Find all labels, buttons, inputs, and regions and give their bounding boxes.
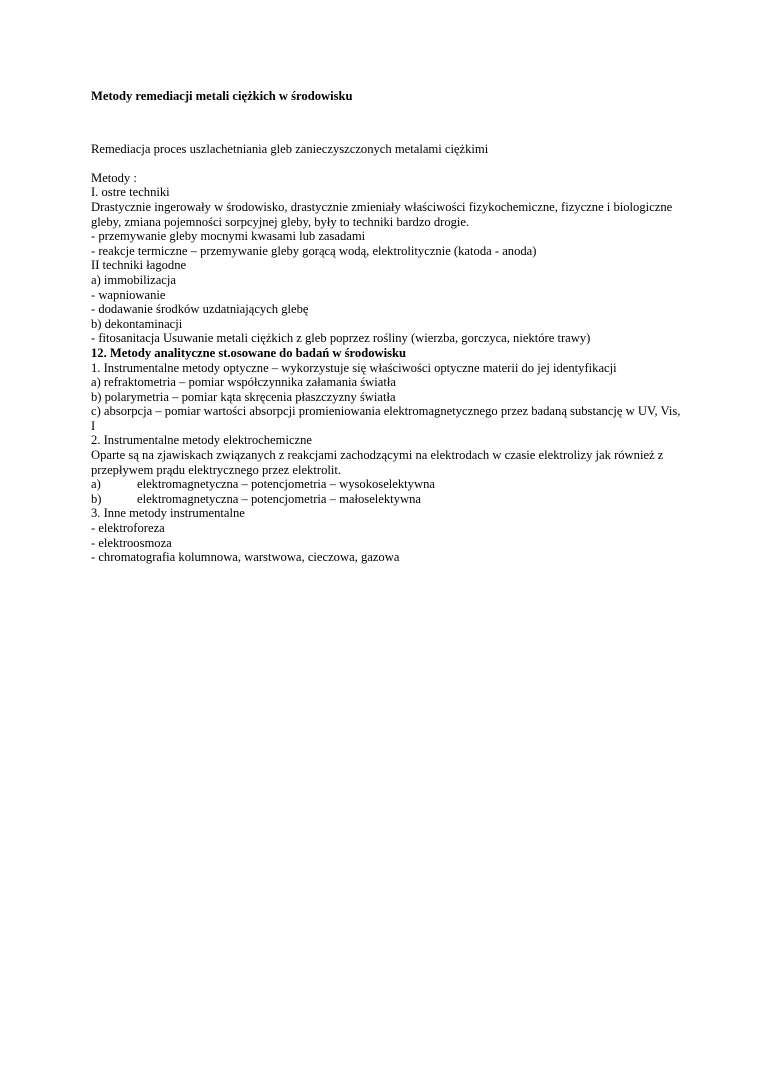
- list-item: II techniki łagodne: [91, 258, 187, 273]
- list-item: - chromatografia kolumnowa, warstwowa, cieczowa, gazowa: [91, 550, 400, 565]
- list-marker: b): [91, 491, 102, 506]
- spacer: [91, 156, 681, 171]
- paragraph: Oparte są na zjawiskach związanych z reakcjami zachodzącymi na elektrodach w czasie elektrolizy jak również z przepływem prądu elektrycznego przez elektrolit.: [91, 448, 664, 477]
- list-item: b) polarymetria – pomiar kąta skręcenia płaszczyzny światła: [91, 389, 396, 404]
- list-item: - dodawanie środków uzdatniających glebę: [91, 302, 309, 317]
- intro-paragraph: Remediacja proces uszlachetniania gleb zanieczyszczonych metalami ciężkimi: [91, 141, 489, 156]
- methods-label: Metody :: [91, 170, 137, 185]
- tabbed-list-item: [91, 477, 681, 492]
- list-item: I. ostre techniki: [91, 185, 170, 200]
- list-item: a) refraktometria – pomiar współczynnika załamania światła: [91, 375, 396, 390]
- list-item: - fitosanitacja Usuwanie metali ciężkich z gleb poprzez rośliny (wierzba, gorczyca, niektóre trawy): [91, 331, 591, 346]
- document-title: Metody remediacji metali ciężkich w środowisku: [91, 89, 353, 103]
- list-item: - elektroosmoza: [91, 535, 172, 550]
- list-item-text: elektromagnetyczna – potencjometria – wysokoselektywna: [137, 477, 435, 492]
- list-item-text: elektromagnetyczna – potencjometria – małoselektywna: [137, 491, 421, 506]
- list-item: - reakcje termiczne – przemywanie gleby gorącą wodą, elektrolitycznie (katoda - anoda): [91, 243, 537, 258]
- tabbed-list-item: [91, 492, 681, 507]
- paragraph: c) absorpcja – pomiar wartości absorpcji promieniowania elektromagnetycznego przez badaną substancję w UV, Vis, I: [91, 404, 681, 433]
- paragraph: Drastycznie ingerowały w środowisko, drastycznie zmieniały właściwości fizykochemiczne, fizyczne i biologiczne gleby, zmiana pojemności sorpcyjnej gleby, były to techniki bardzo drogie.: [91, 199, 673, 229]
- document-body: [91, 89, 681, 565]
- list-item: - wapniowanie: [91, 287, 166, 302]
- list-item: - elektroforeza: [91, 521, 165, 536]
- spacer: [91, 104, 681, 142]
- list-item: b) dekontaminacji: [91, 316, 183, 331]
- list-item: a) immobilizacja: [91, 272, 176, 287]
- list-item: 1. Instrumentalne metody optyczne – wykorzystuje się właściwości optyczne materii do jej identyfikacji: [91, 360, 617, 375]
- list-item: - przemywanie gleby mocnymi kwasami lub zasadami: [91, 229, 366, 244]
- list-item: 3. Inne metody instrumentalne: [91, 506, 245, 521]
- list-item: 2. Instrumentalne metody elektrochemiczne: [91, 433, 313, 448]
- section-heading: 12. Metody analityczne st.osowane do badań w środowisku: [91, 345, 406, 360]
- list-marker: a): [91, 477, 101, 492]
